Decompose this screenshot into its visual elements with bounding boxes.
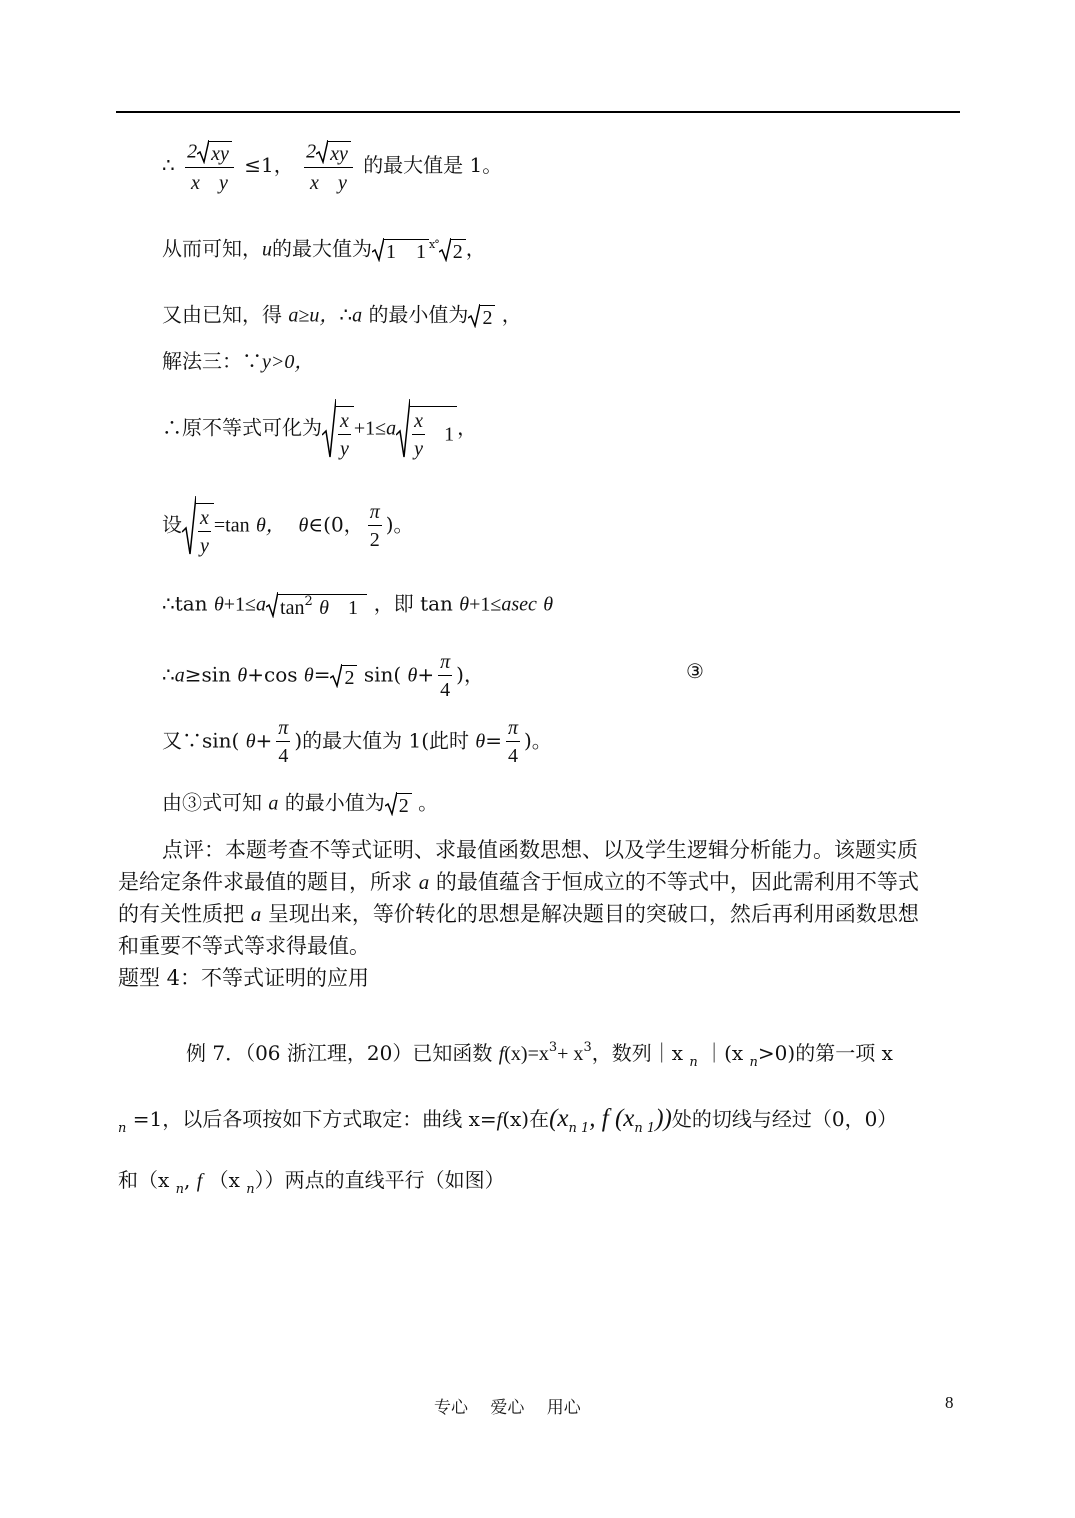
fraction: $\frac{\pi}{4}$ xyxy=(507,717,518,767)
equation-marker-3: ③ xyxy=(686,659,704,683)
fraction: $\frac{\pi}{4}$ xyxy=(440,651,451,701)
radical: $\tan^2 \theta$ 1 xyxy=(266,592,367,618)
radical: 2 xyxy=(330,664,357,688)
radical: 2 xyxy=(468,304,495,328)
example-7-line-2: $_n$ =1，以后各项按如下方式取定：曲线 x=f(x)在($x_{n 1}$, f $(x_{n 1})$)处的切线与经过（0，0） xyxy=(118,1105,898,1136)
equation-line-8: ∴a≥sin θ+cos θ= 2 sin( θ+ $\frac{\pi}{4}$ )， xyxy=(162,651,484,701)
radical: 1 1 xyxy=(372,238,429,262)
fraction: $\frac{\pi}{2}$ xyxy=(369,501,380,551)
equation-line-10: 由③式可知 a 的最小值为 2 。 xyxy=(162,790,439,817)
page-number: 8 xyxy=(945,1393,954,1412)
radical: $\frac{x}{y}$ xyxy=(182,496,214,556)
radical: $\frac{x}{y}$ xyxy=(322,399,354,459)
footer-slogan: 专心 爱心 用心 xyxy=(434,1398,581,1418)
section-heading: 题型 4：不等式证明的应用 xyxy=(118,966,370,990)
equation-line-6: 设 $\frac{x}{y}$ =tan θ， θ∈(0， $\frac{\pi}{2}$ )。 xyxy=(162,496,414,556)
radical: xy xyxy=(197,140,232,164)
example-7-line-1: 例 7．（06 浙江理，20）已知函数 $f(x)=x^3+ x^3$，数列｜x $_n$ ｜(x $_n$>0)的第一项 x xyxy=(186,1040,893,1070)
radical: xy xyxy=(316,140,351,164)
radical: 2 xyxy=(385,792,412,816)
fraction: $\frac{\pi}{4}$ xyxy=(278,717,289,767)
fraction: 2 xy x y xyxy=(185,140,234,193)
fraction: 2 xy x y xyxy=(304,140,353,193)
equation-line-2: 从而可知，u的最大值为 1 1 $^{x^\circ}$ 2 ， xyxy=(162,236,486,263)
solution-three-heading: 解法三：∵y>0， xyxy=(162,349,315,373)
equation-line-5: ∴原不等式可化为 $\frac{x}{y}$ +1≤a $\frac{x}{y}$ 1 ， xyxy=(162,399,477,459)
radical: 2 xyxy=(439,238,466,262)
equation-line-9: 又∵sin( θ+ $\frac{\pi}{4}$ )的最大值为 1(此时 θ= $\frac{\pi}{4}$ )。 xyxy=(162,717,552,767)
equation-line-3: 又由已知，得 a≥u，∴a 的最小值为 2 ， xyxy=(162,302,522,329)
header-rule xyxy=(116,111,960,113)
equation-line-7: ∴tan θ+1≤a $\tan^2 \theta$ 1 ，即 tan θ+1≤asec θ xyxy=(162,591,554,619)
therefore-symbol: ∴ xyxy=(162,153,175,177)
example-7-line-3: 和（x $_n$, f （x $_n$））两点的直线平行（如图） xyxy=(118,1168,505,1197)
comment-paragraph: 点评：本题考查不等式证明、求最值函数思想、以及学生逻辑分析能力。该题实质 是给定条件求最值的题目，所求 a 的最值蕴含于恒成立的不等式中，因此需利用不等式 的有关性质把 a 呈现出来，等价转化的思想是解决题目的突破口，然后再利用函数思想 和重要不等式等求得最值。 题型 4：不等式证明的应用 xyxy=(118,834,960,994)
radical: $\frac{x}{y}$ 1 xyxy=(396,399,457,459)
equation-line-1: ∴ 2 xy x y ≤1， 2 xy x y 的最大值是 1。 xyxy=(162,140,503,194)
